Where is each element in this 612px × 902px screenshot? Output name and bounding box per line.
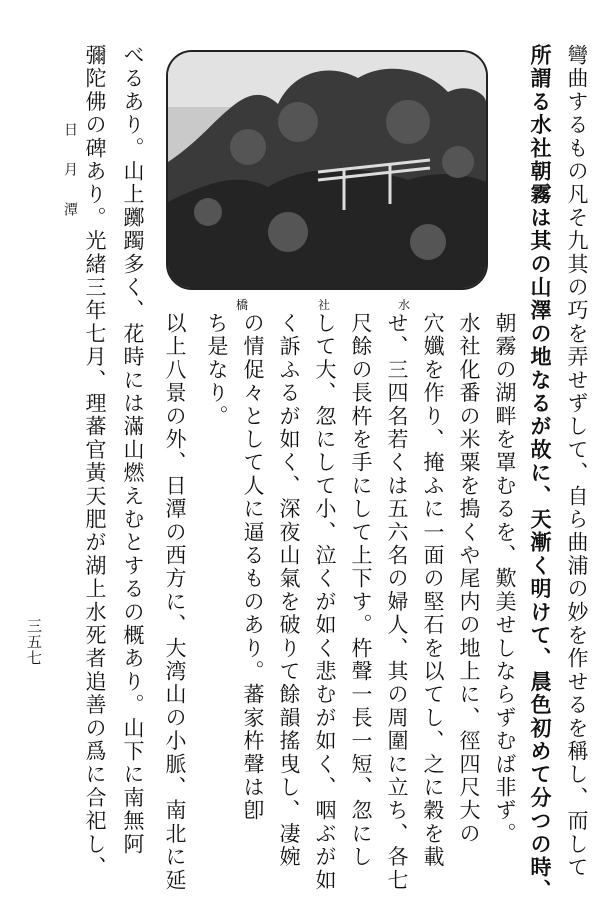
text-column: ち是なり。 [205, 312, 229, 428]
text-column: 彎曲するもの凡そ九其の巧を弄せずして、自ら曲浦の妙を作せるを稱し、而して [565, 44, 589, 880]
text-column: べるあり。山上躑躅多く、花時には滿山燃えむとするの概あり。山下に南無阿 [121, 44, 145, 856]
page-number: 三五七 [25, 618, 43, 666]
text-column: 以上八景の外、日潭の西方に、大湾山の小脈、南北に延 [163, 312, 187, 892]
text-column: く訴ふるが如く、深夜山氣を破りて餘韻搖曳し、凄婉 [277, 312, 301, 869]
text-column: 尺餘の長杵を手にして上下す。杵聲一長一短、忽にし [349, 312, 373, 869]
running-header: 日月潭 [62, 122, 78, 242]
text-column: して大、忽にして小、泣くが如く悲むが如く、咽ぶが如 [313, 312, 337, 892]
photograph-image [168, 52, 486, 288]
photo-caption-char: 橋 [236, 298, 249, 312]
text-column: 所謂る水社朝霧は其の山澤の地なるが故に、天漸く明けて、晨色初めて分つの時、 [528, 44, 553, 902]
photograph-suisha-bridge [166, 50, 488, 290]
text-column: 彌陀佛の碑あり。光緒三年七月、理蕃官黃天肥が湖上水死者追善の爲に合祀し、 [83, 44, 107, 880]
photo-caption-char: 社 [318, 298, 331, 312]
text-column: 水社化番の米粟を搗くや尾内の地上に、徑四尺大の [457, 312, 481, 846]
text-column: の情促々として人に逼るものあり。蕃家杵聲は卽 [241, 312, 265, 823]
text-column: 穴孅を作り、掩ふに一面の堅石を以てし、之に穀を載 [421, 312, 445, 869]
text-column: せ、三四名若くは五六名の婦人、其の周圍に立ち、各七 [385, 312, 409, 892]
photo-caption-char: 水 [398, 298, 411, 312]
text-column: 朝霧の湖畔を罩むるを、歎美せしならずむば非ず。 [493, 312, 517, 846]
